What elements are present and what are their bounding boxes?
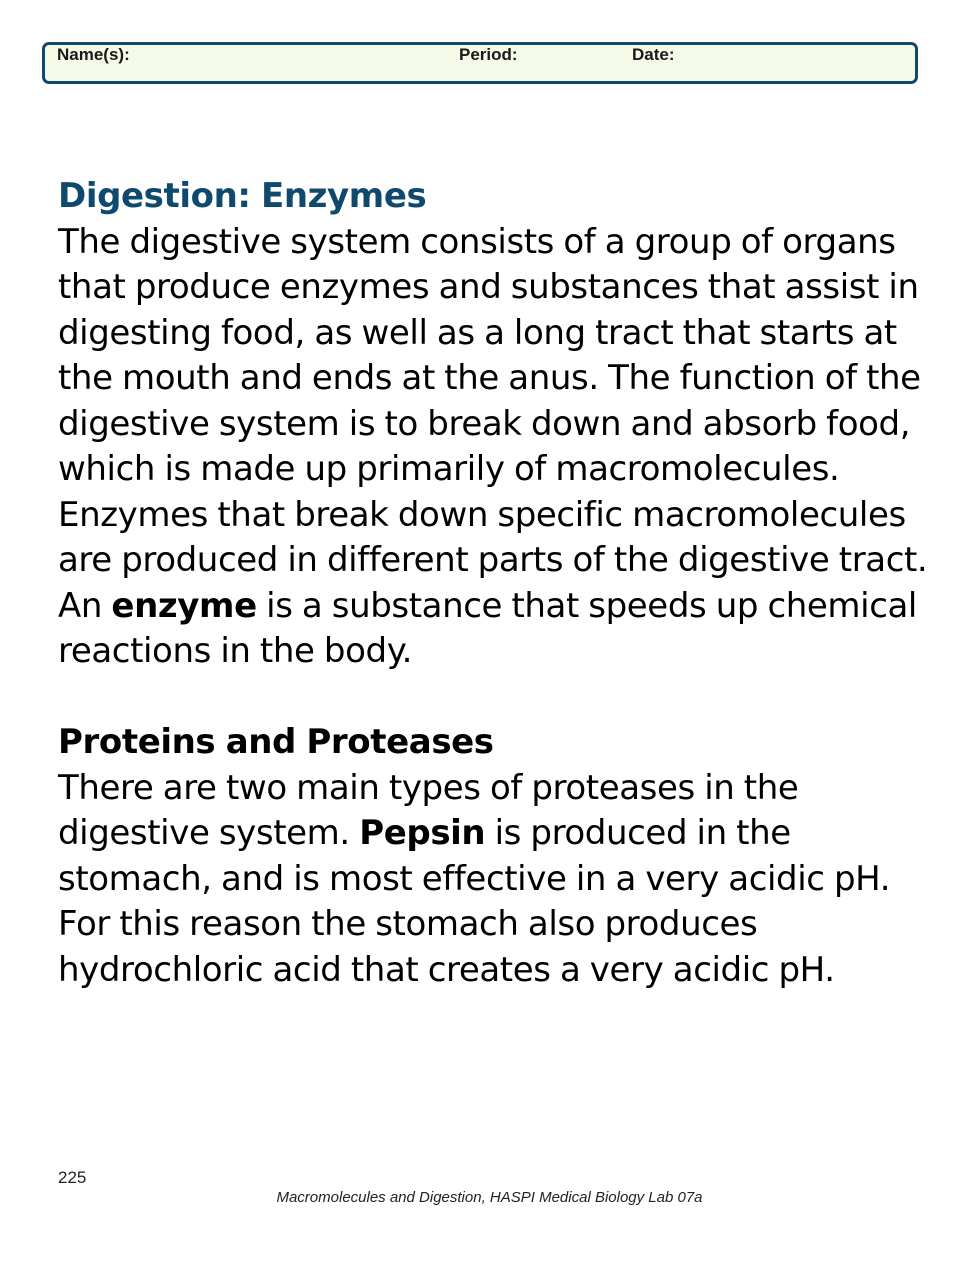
section-title-proteins-proteases: Proteins and Proteases: [58, 722, 494, 762]
names-label: Name(s):: [57, 45, 130, 64]
paragraph-text: The digestive system consists of a group of organs that produce enzymes and substances that assist in digesting food, as well as a long tract that starts at the mouth and ends at the anus. The function of the digestive system is to break down and absorb food, which is made up primarily of macromolecules. Enzymes that break down specific macromolecules are produced in different parts of the digestive tract. An: [58, 221, 928, 626]
term-pepsin: Pepsin: [359, 813, 486, 853]
student-info-header: [42, 42, 918, 84]
section-title-digestion-enzymes: Digestion: Enzymes: [58, 176, 427, 216]
footer-citation: Macromolecules and Digestion, HASPI Medical Biology Lab 07a: [276, 1189, 703, 1206]
page-number: 225: [58, 1168, 87, 1187]
section-paragraph-proteases: [58, 766, 938, 994]
paragraph-text: is produced in the stomach, and is most effective in a very acidic pH. For this reason the stomach also produces hydrochloric acid that creates a very acidic pH.: [58, 813, 891, 990]
paragraph-spacer: [58, 675, 938, 721]
page-content: [58, 174, 938, 993]
paragraph-text: is a substance that speeds up chemical reactions in the body.: [58, 585, 917, 671]
paragraph-text: There are two main types of proteases in the digestive system.: [58, 767, 799, 853]
section-paragraph-enzymes: [58, 220, 938, 675]
term-enzyme: enzyme: [111, 585, 257, 626]
period-label: Period:: [459, 45, 518, 64]
date-label: Date:: [632, 45, 675, 64]
